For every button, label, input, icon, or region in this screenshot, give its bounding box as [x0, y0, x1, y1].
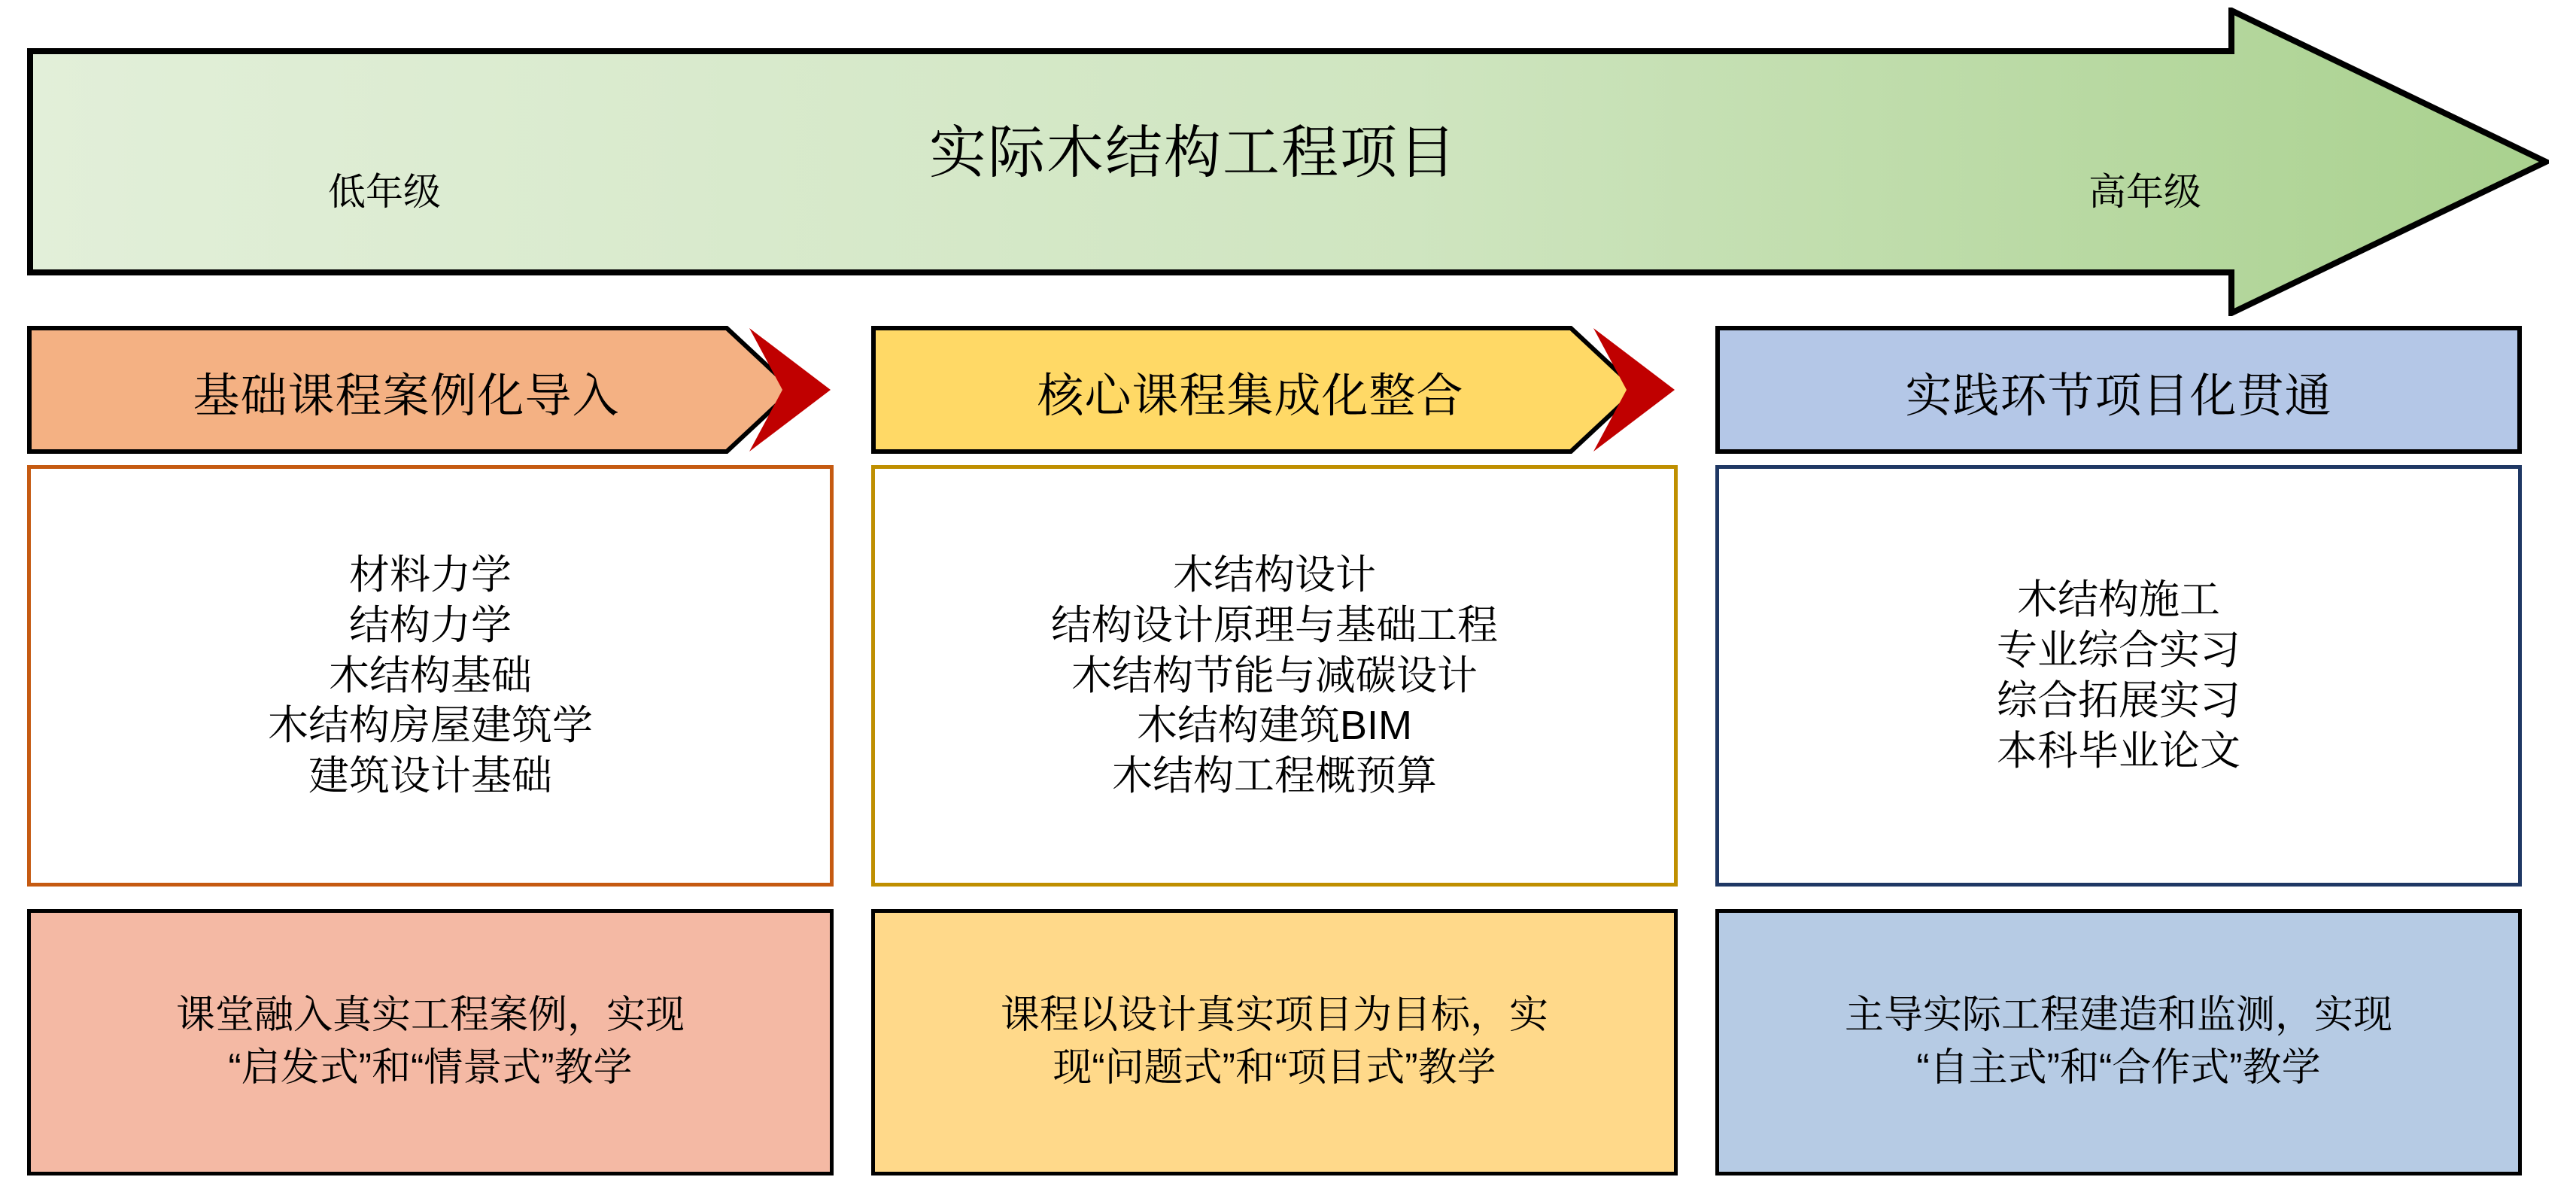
course-item: 结构设计原理与基础工程: [1051, 602, 1498, 648]
pedagogy-box-practice: [1715, 909, 2522, 1175]
course-item: 木结构基础: [329, 652, 532, 698]
pedagogy-line: 主导实际工程建造和监测，实现: [1844, 993, 2392, 1038]
pedagogy-line: 课堂融入真实工程案例，实现: [175, 993, 685, 1038]
arrow-title: 实际木结构工程项目: [929, 121, 1457, 185]
course-list-core: [871, 465, 1678, 887]
course-item: 专业综合实习: [1997, 628, 2240, 674]
course-item: 本科毕业论文: [1997, 728, 2240, 774]
course-list-practice: [1715, 465, 2522, 887]
course-item: 木结构工程概预算: [1112, 753, 1437, 799]
course-item: 建筑设计基础: [308, 753, 552, 799]
pedagogy-line: “自主式”和“合作式”教学: [1916, 1046, 2321, 1090]
arrow-right-label: 高年级: [2088, 171, 2201, 213]
course-item: 木结构房屋建筑学: [268, 703, 593, 749]
stage-column-core: [871, 325, 1678, 1175]
stage-columns: [27, 325, 2549, 1175]
stage-column-practice: [1715, 325, 2522, 1175]
course-item: 综合拓展实习: [1997, 678, 2240, 723]
stage-header-practice: [1715, 325, 2522, 455]
course-item: 材料力学: [349, 552, 512, 598]
pedagogy-line: 课程以设计真实项目为目标，实: [1000, 993, 1548, 1038]
stage-header-label: 实践环节项目化贯通: [1905, 370, 2332, 422]
pedagogy-line: “启发式”和“情景式”教学: [228, 1046, 633, 1090]
course-item: 木结构节能与减碳设计: [1071, 652, 1478, 698]
course-item: 木结构建筑BIM: [1136, 703, 1412, 749]
course-item: 结构力学: [349, 602, 512, 648]
progression-arrow: [27, 8, 2549, 316]
stage-header-foundation: [27, 325, 834, 455]
stage-column-foundation: [27, 325, 834, 1175]
course-list-foundation: [27, 465, 834, 887]
pedagogy-box-core: [871, 909, 1678, 1175]
course-item: 木结构设计: [1173, 552, 1376, 598]
course-item: 木结构施工: [2017, 577, 2220, 623]
pedagogy-line: 现“问题式”和“项目式”教学: [1053, 1046, 1496, 1090]
arrow-left-label: 低年级: [328, 171, 441, 213]
pedagogy-box-foundation: [27, 909, 834, 1175]
stage-header-label: 基础课程案例化导入: [193, 370, 620, 422]
stage-header-label: 核心课程集成化整合: [1037, 370, 1464, 422]
stage-header-core: [871, 325, 1678, 455]
